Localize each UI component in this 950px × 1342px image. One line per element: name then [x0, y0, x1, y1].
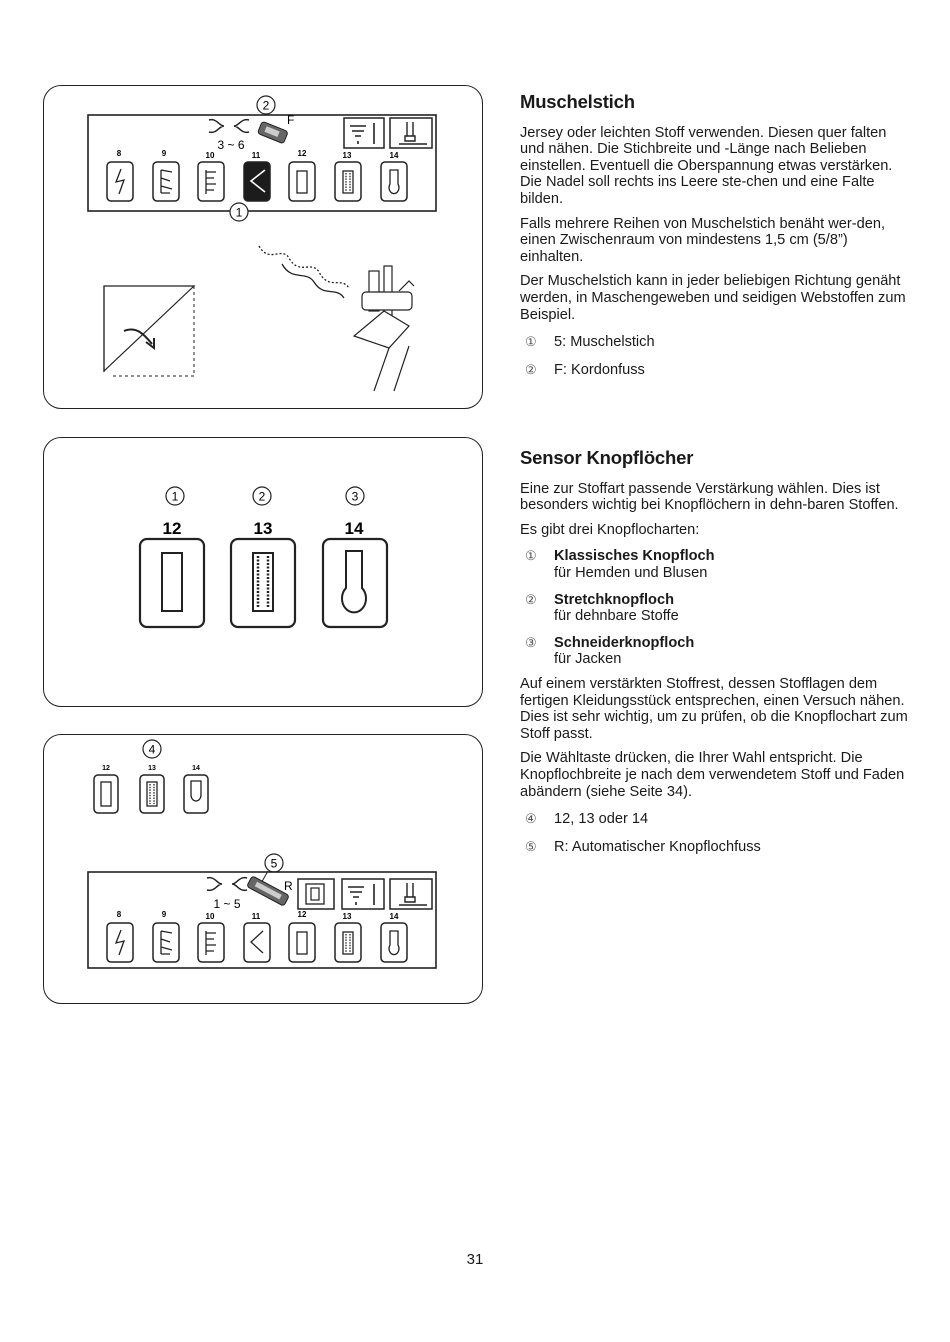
- needle-position-icon: [390, 879, 432, 909]
- buttonhole-type-desc: für Hemden und Blusen: [554, 564, 708, 581]
- paragraph: Der Muschelstich kann in jeder beliebigen Richtung genäht werden, in Maschengeweben und seidigen Webstoffen zum Beispiel.: [520, 273, 906, 323]
- foot-letter: F: [287, 113, 295, 127]
- list-item: [520, 811, 910, 828]
- stitch-key-13[interactable]: [335, 162, 361, 201]
- callout-2: 2: [258, 489, 266, 504]
- buttonhole-type-desc: für dehnbare Stoffe: [554, 608, 679, 625]
- list-item: [520, 592, 910, 625]
- item-number: ③: [525, 634, 537, 650]
- item-number: ①: [525, 334, 537, 350]
- buttonhole-selection-panel: [43, 734, 483, 1004]
- key-number: 12: [162, 519, 182, 538]
- key-number: 9: [161, 910, 167, 919]
- buttonhole-lever-icon: [298, 879, 334, 909]
- stitch-key-12[interactable]: [289, 162, 315, 201]
- stitch-key-10[interactable]: [198, 162, 224, 201]
- stitch-key-14[interactable]: [381, 923, 407, 962]
- page-number: 31: [466, 1251, 484, 1268]
- stitch-key-13[interactable]: [335, 923, 361, 962]
- key-number: 11: [251, 912, 261, 921]
- list-item: [520, 362, 910, 379]
- key-number: 10: [205, 151, 215, 160]
- buttonhole-type-name: Schneiderknopfloch: [554, 634, 695, 651]
- buttonhole-foot-icon: [247, 876, 290, 906]
- key-number: 11: [251, 151, 261, 160]
- buttonhole-types-illustration: [44, 438, 482, 706]
- buttonhole-type-desc: für Jacken: [554, 651, 622, 668]
- list-item: [520, 548, 910, 581]
- muschelstich-illustration: [44, 86, 482, 408]
- muschelstich-section: [520, 91, 910, 378]
- tension-icon: [344, 118, 384, 148]
- foot-letter: R: [284, 879, 293, 893]
- item-number: ②: [525, 591, 537, 607]
- range-label: 1 ~ 5: [213, 897, 241, 911]
- buttonhole-key-14[interactable]: [323, 539, 387, 627]
- key-number: 12: [297, 149, 307, 158]
- folded-fabric-drawing: [104, 286, 194, 376]
- item-number: ⑤: [525, 838, 537, 854]
- sewing-foot-drawing: [354, 266, 414, 391]
- key-number: 13: [148, 765, 156, 772]
- range-label: 3 ~ 6: [217, 138, 245, 152]
- tension-icon: [342, 879, 384, 909]
- stitch-key-11-selected[interactable]: [244, 162, 270, 201]
- callout-1: 1: [171, 489, 179, 504]
- key-number: 8: [116, 910, 122, 919]
- key-number: 9: [161, 149, 167, 158]
- stitch-key-12[interactable]: [289, 923, 315, 962]
- stitch-key-14[interactable]: [381, 162, 407, 201]
- section-title: Muschelstich: [520, 91, 635, 112]
- buttonhole-type-name: Klassisches Knopfloch: [554, 548, 715, 565]
- shell-stitch-seam: [282, 264, 344, 298]
- callout-5: 5: [270, 856, 278, 871]
- buttonhole-selection-illustration: [44, 735, 482, 1003]
- paragraph: Es gibt drei Knopflocharten:: [520, 521, 700, 538]
- list-item: [520, 635, 910, 668]
- list-item: [520, 839, 910, 856]
- key-number: 12: [102, 765, 110, 772]
- key-number: 14: [389, 151, 399, 160]
- paragraph: Falls mehrere Reihen von Muschelstich benäht wer-den, einen Zwischenraum von mindestens 1,5 cm (5/8”) einhalten.: [520, 215, 886, 265]
- key-number: 14: [389, 912, 399, 921]
- key-number: 13: [342, 912, 352, 921]
- knopfloecher-section: [520, 447, 910, 855]
- item-text: 5: Muschelstich: [554, 334, 655, 351]
- stitch-length-width-icon: [207, 878, 247, 891]
- key-number: 14: [344, 519, 364, 538]
- item-number: ②: [525, 361, 537, 377]
- item-text: R: Automatischer Knopflochfuss: [554, 838, 761, 855]
- key-number: 14: [192, 765, 200, 772]
- presser-foot-icon: [257, 121, 288, 144]
- buttonhole-key-13[interactable]: [140, 775, 164, 813]
- muschelstich-illustration-panel: [43, 85, 483, 409]
- item-text: 12, 13 oder 14: [554, 811, 649, 828]
- item-number: ①: [525, 548, 537, 564]
- list-item: [520, 334, 910, 351]
- key-number: 8: [116, 149, 122, 158]
- key-number: 12: [297, 910, 307, 919]
- stitch-length-width-icon: [209, 120, 249, 133]
- item-text: F: Kordonfuss: [554, 361, 645, 378]
- paragraph: Auf einem verstärkten Stoffrest, dessen Stofflagen dem fertigen Kleidungsstück entsprechen, einen Versuch nähen. Dies ist sehr wichtig, um zu prüfen, ob die Knopflochart zum Stoff passt.: [520, 675, 908, 742]
- key-number: 13: [342, 151, 352, 160]
- paragraph: Eine zur Stoffart passende Verstärkung wählen. Dies ist besonders wichtig bei Knopflöchern in dehn-baren Stoffen.: [520, 480, 899, 514]
- paragraph: Die Wähltaste drücken, die Ihrer Wahl entspricht. Die Knopflochbreite je nach dem verwendetem Stoff und Faden abändern (siehe Seite 34).: [520, 750, 905, 800]
- section-title: Sensor Knopflöcher: [520, 447, 694, 468]
- callout-2: 2: [262, 98, 270, 113]
- key-number: 13: [253, 519, 273, 538]
- stitch-key-10[interactable]: [198, 923, 224, 962]
- shell-stitch-seam: [259, 246, 349, 288]
- buttonhole-type-name: Stretchknopfloch: [554, 591, 674, 608]
- buttonhole-key-12[interactable]: [94, 775, 118, 813]
- callout-3: 3: [351, 489, 359, 504]
- callout-1: 1: [235, 205, 243, 220]
- stitch-key-9[interactable]: [153, 923, 179, 962]
- stitch-key-9[interactable]: [153, 162, 179, 201]
- needle-position-icon: [390, 118, 432, 148]
- callout-4: 4: [148, 742, 156, 757]
- paragraph: Jersey oder leichten Stoff verwenden. Diesen quer falten und nähen. Die Stichbreite und -Länge nach Belieben einstellen. Eventuell die Oberspannung etwas verstärken. Die Nadel soll rechts ins Leere ste-chen und eine Falte bilden.: [520, 124, 893, 207]
- key-number: 10: [205, 912, 215, 921]
- item-number: ④: [525, 811, 537, 827]
- buttonhole-types-panel: [43, 437, 483, 707]
- stitch-key-11[interactable]: [244, 923, 270, 962]
